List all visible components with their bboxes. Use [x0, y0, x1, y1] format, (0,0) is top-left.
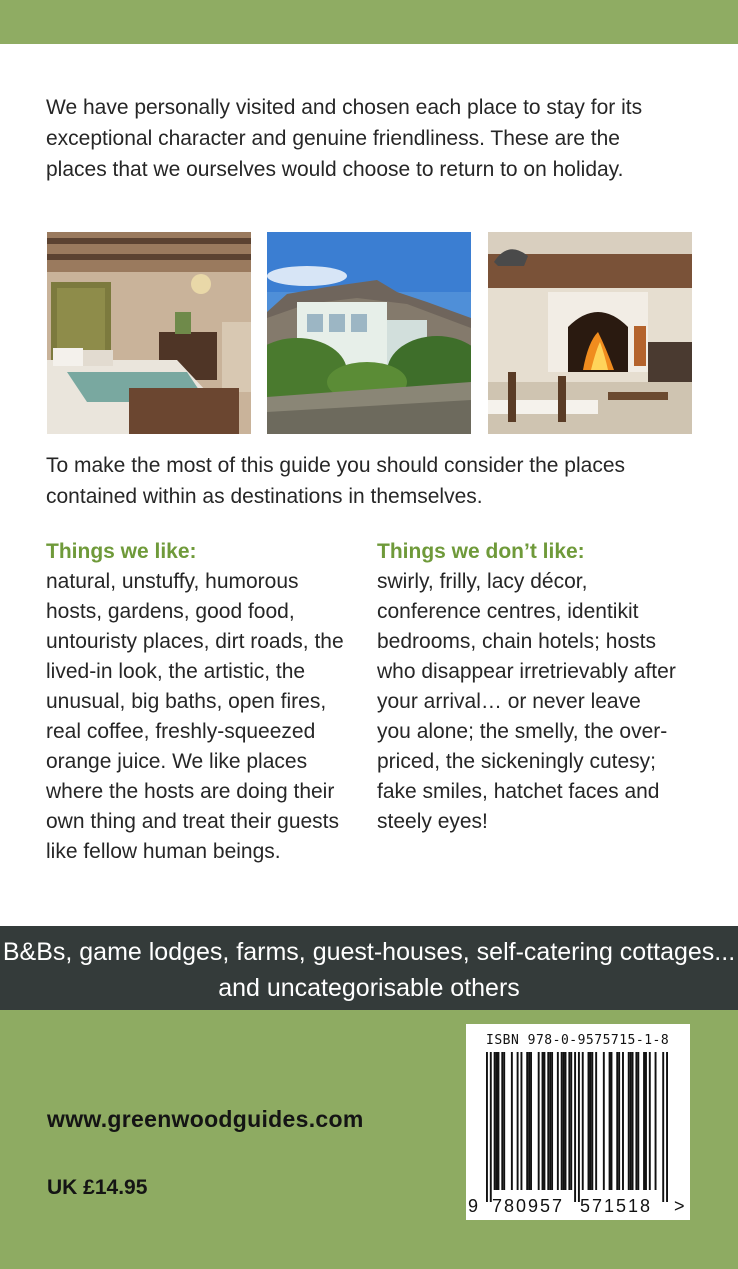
barcode-bar	[565, 1052, 567, 1190]
barcode-bar	[547, 1052, 549, 1190]
barcode-bar	[497, 1052, 499, 1190]
barcode-bar	[542, 1052, 544, 1190]
barcode-bar	[632, 1052, 634, 1190]
fireplace-dining-photo	[488, 232, 692, 434]
likes-heading: Things we like:	[46, 540, 197, 563]
barcode-bar	[530, 1052, 532, 1190]
barcode-bar	[628, 1052, 630, 1190]
barcode-bar	[543, 1052, 545, 1190]
dislikes-column	[377, 536, 677, 837]
barcode-bar	[622, 1052, 624, 1190]
barcode-trailing-mark: >	[674, 1196, 685, 1216]
barcode-bar	[574, 1052, 576, 1202]
barcode-bar	[503, 1052, 505, 1190]
barcode-bar	[649, 1052, 651, 1190]
barcode-bar	[496, 1052, 498, 1190]
price-label: UK £14.95	[47, 1176, 148, 1199]
barcode-bar	[511, 1052, 513, 1190]
bedroom-photo	[47, 232, 251, 434]
barcode-bar	[549, 1052, 551, 1190]
likes-text: natural, unstuffy, humorous hosts, gardens, good food, untouristy places, dirt roads, the lived-in look, the artistic, the unusual, big baths, open fires, real coffee, freshly-squeezed orange juice. We like places where the hosts are doing their own thing and treat their guests like fellow human beings.	[46, 570, 344, 863]
barcode-bar	[616, 1052, 618, 1190]
barcode-bar	[595, 1052, 597, 1190]
barcode-bar	[578, 1052, 580, 1202]
barcode-bar	[645, 1052, 647, 1190]
barcode-bar	[618, 1052, 620, 1190]
barcode-bar	[538, 1052, 540, 1190]
accommodation-banner	[0, 926, 738, 1010]
barcode-bar	[662, 1052, 664, 1202]
mountain-villa-photo	[267, 232, 471, 434]
barcode-bar	[630, 1052, 632, 1190]
barcode-bar	[520, 1052, 522, 1190]
barcode-bar	[526, 1052, 528, 1190]
barcode-digits	[466, 1196, 690, 1218]
barcode-left-digits: 780957	[492, 1196, 565, 1216]
website-url: www.greenwoodguides.com	[47, 1106, 364, 1132]
barcode-bar	[551, 1052, 553, 1190]
barcode-bar	[603, 1052, 605, 1190]
barcode-bar	[568, 1052, 570, 1190]
barcode-bar	[637, 1052, 639, 1190]
barcode-bar	[494, 1052, 496, 1190]
barcode-bar	[611, 1052, 613, 1190]
barcode-bar	[490, 1052, 492, 1202]
barcode	[466, 1024, 690, 1220]
isbn-number: ISBN 978-0-9575715-1-8	[486, 1033, 670, 1048]
barcode-bar	[655, 1052, 657, 1190]
barcode-bar	[570, 1052, 572, 1190]
barcode-bars-icon	[486, 1052, 668, 1202]
barcode-bar	[528, 1052, 530, 1190]
likes-column	[46, 536, 346, 867]
barcode-bar	[588, 1052, 590, 1190]
barcode-bar	[589, 1052, 591, 1190]
barcode-lead-digit: 9	[468, 1196, 479, 1216]
intro-paragraph: We have personally visited and chosen each place to stay for its exceptional character and genuine friendliness. These are the places that we ourselves would choose to return to on holiday.	[46, 96, 643, 181]
dislikes-text: swirly, frilly, lacy décor, conference centres, identikit bedrooms, chain hotels; hosts who disappear irretrievably after your arrival… or never leave you alone; the smelly, the over-priced, the sickeningly cutesy; fake smiles, hatchet faces and steely eyes!	[377, 570, 676, 833]
barcode-bar	[561, 1052, 563, 1190]
barcode-bar	[582, 1052, 584, 1190]
barcode-bar	[563, 1052, 565, 1190]
barcode-bar	[517, 1052, 519, 1190]
top-green-band	[0, 0, 738, 44]
barcode-bar	[666, 1052, 668, 1202]
banner-text: B&Bs, game lodges, farms, guest-houses, self-catering cottages... and uncategorisable others	[2, 938, 736, 1002]
barcode-bar	[501, 1052, 503, 1190]
barcode-bar	[635, 1052, 637, 1190]
barcode-bar	[609, 1052, 611, 1190]
barcode-bar	[486, 1052, 488, 1202]
barcode-bar	[643, 1052, 645, 1190]
guide-note-paragraph: To make the most of this guide you should consider the places contained within as destinations in themselves.	[46, 454, 625, 508]
barcode-right-digits: 571518	[580, 1196, 653, 1216]
barcode-bar	[557, 1052, 559, 1190]
barcode-bar	[591, 1052, 593, 1190]
dislikes-heading: Things we don’t like:	[377, 540, 585, 563]
